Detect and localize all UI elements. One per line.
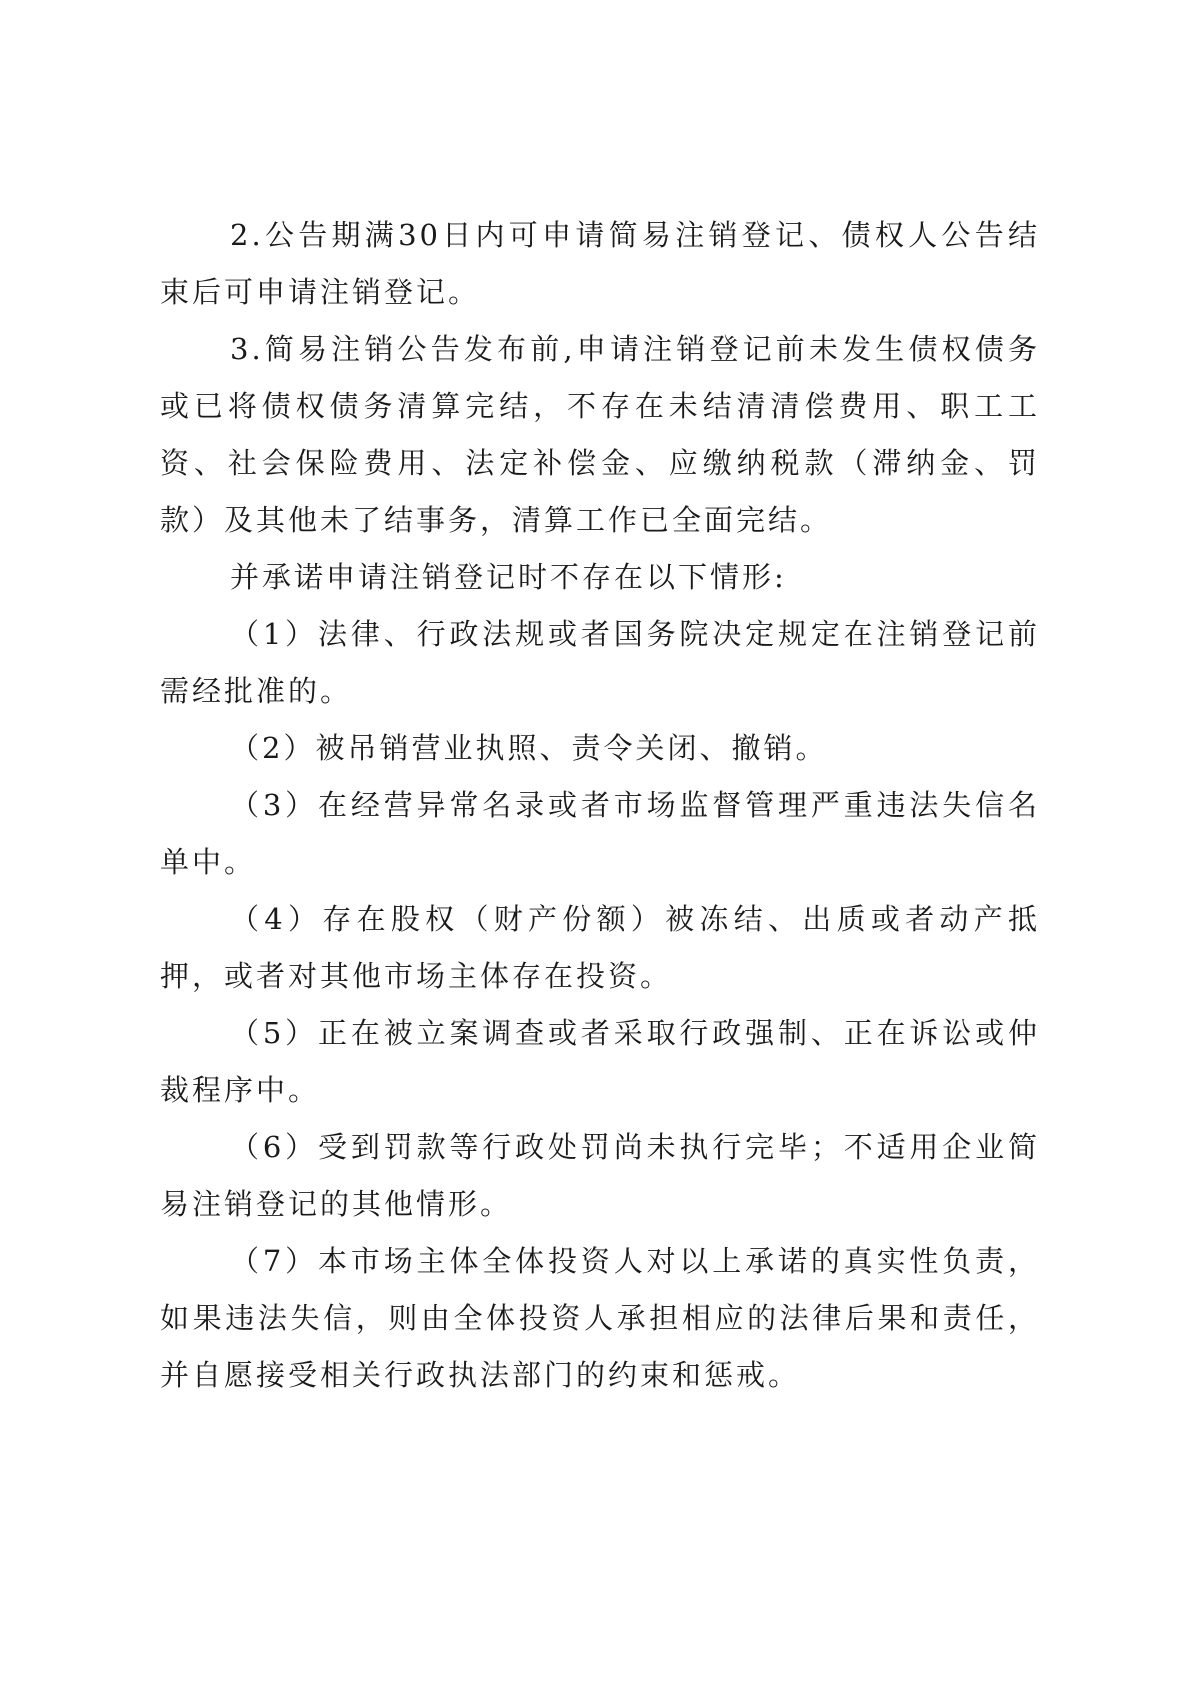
paragraph-condition-7: （7）本市场主体全体投资人对以上承诺的真实性负责，如果违法失信，则由全体投资人承担相应的法律后果和责任，并自愿接受相关行政执法部门的约束和惩戒。 — [160, 1244, 1040, 1392]
paragraph-condition-4: （4）存在股权（财产份额）被冻结、出质或者动产抵押，或者对其他市场主体存在投资。 — [160, 902, 1040, 993]
paragraph-item-3: 3.简易注销公告发布前,申请注销登记前未发生债权债务或已将债权债务清算完结，不存在未结清清偿费用、职工工资、社会保险费用、法定补偿金、应缴纳税款（滞纳金、罚款）及其他未了结事务，清算工作已全面完结。 — [160, 332, 1040, 537]
paragraph-condition-2: （2）被吊销营业执照、责令关闭、撤销。 — [230, 731, 828, 765]
paragraph-condition-1: （1）法律、行政法规或者国务院决定规定在注销登记前需经批准的。 — [160, 617, 1040, 708]
paragraph-commitment-intro: 并承诺申请注销登记时不存在以下情形: — [230, 560, 787, 594]
paragraph-condition-3: （3）在经营异常名录或者市场监督管理严重违法失信名单中。 — [160, 788, 1040, 879]
paragraph-condition-6: （6）受到罚款等行政处罚尚未执行完毕；不适用企业简易注销登记的其他情形。 — [160, 1130, 1040, 1221]
paragraph-condition-5: （5）正在被立案调查或者采取行政强制、正在诉讼或仲裁程序中。 — [160, 1016, 1040, 1107]
document-body — [160, 207, 1040, 1404]
paragraph-item-2: 2.公告期满30日内可申请简易注销登记、债权人公告结束后可申请注销登记。 — [160, 218, 1040, 309]
